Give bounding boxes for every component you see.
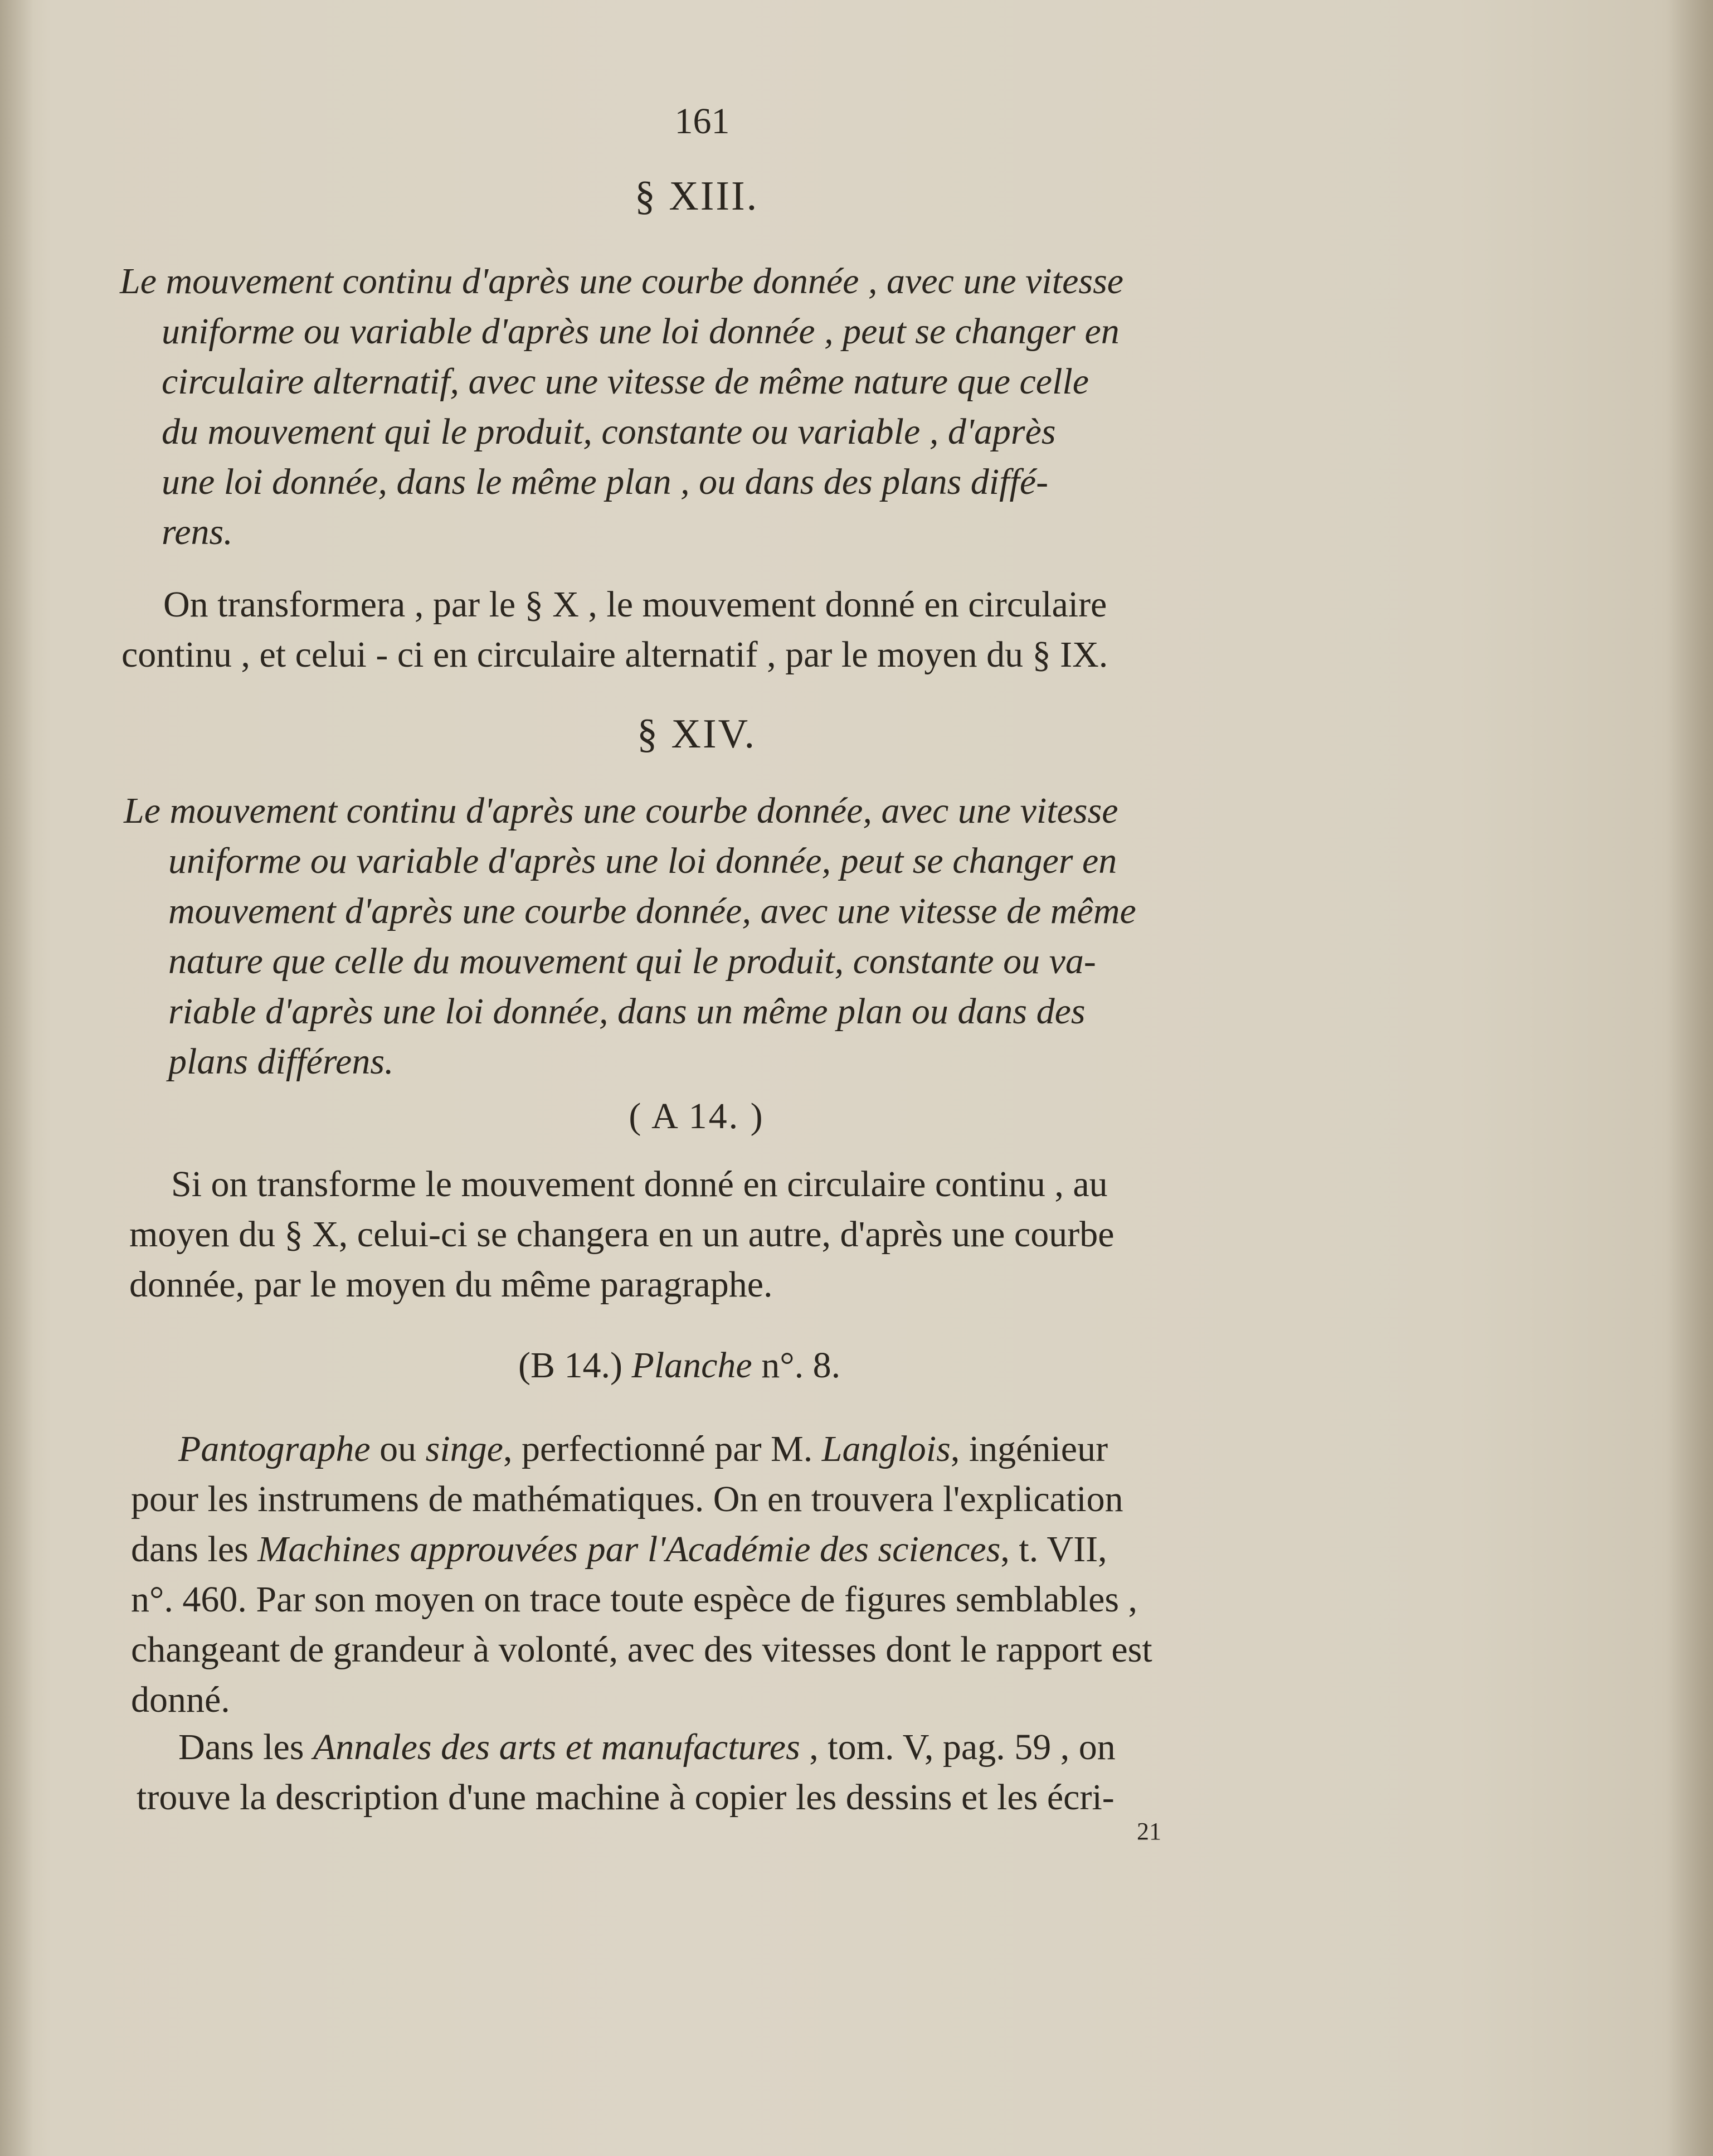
paragraph-line xyxy=(131,1424,1152,1474)
text-run: dans les xyxy=(131,1529,258,1570)
statement-line: circulaire alternatif, avec une vitesse de même nature que celle xyxy=(162,361,1089,402)
paragraph-line xyxy=(137,1722,1116,1773)
text-run: , perfectionné par M. xyxy=(503,1429,822,1469)
statement-line: du mouvement qui le produit, constante ou variable , d'après xyxy=(162,411,1056,452)
text-run: , tom. V, pag. 59 , on xyxy=(800,1727,1116,1767)
statement-line: mouvement d'après une courbe donnée, avec une vitesse de même xyxy=(168,891,1136,931)
b14-label-prefix: (B 14.) xyxy=(518,1345,632,1386)
statement-line: rens. xyxy=(162,512,233,552)
subsection-b14-paragraph-2 xyxy=(137,1722,1116,1823)
paragraph-line: pour les instrumens de mathématiques. On en trouvera l'explication xyxy=(131,1479,1123,1519)
subsection-label-b14 xyxy=(518,1341,840,1391)
paragraph-line: donnée, par le moyen du même paragraphe. xyxy=(129,1264,773,1305)
section-heading-xiv: § XIV. xyxy=(637,711,756,757)
paragraph-line: changeant de grandeur à volonté, avec des vitesses dont le rapport est xyxy=(131,1629,1152,1670)
page-number: 161 xyxy=(674,101,730,142)
b14-label-suffix: n°. 8. xyxy=(752,1345,841,1386)
statement-line: Le mouvement continu d'après une courbe donnée , avec une vitesse xyxy=(120,261,1124,302)
text-run: , ingénieur xyxy=(950,1429,1108,1469)
subsection-b14-paragraph-1 xyxy=(131,1424,1152,1725)
solution-line: continu , et celui - ci en circulaire alternatif , par le moyen du § IX. xyxy=(121,634,1108,675)
statement-line: uniforme ou variable d'après une loi donnée, peut se changer en xyxy=(168,841,1117,881)
statement-line: Le mouvement continu d'après une courbe donnée, avec une vitesse xyxy=(124,790,1118,831)
section-xiii-solution xyxy=(121,580,1108,680)
solution-line: On transformera , par le § X , le mouvement donné en circulaire xyxy=(163,584,1107,625)
signature-mark: 21 xyxy=(1137,1818,1161,1845)
statement-line: riable d'après une loi donnée, dans un même plan ou dans des xyxy=(168,991,1086,1032)
text-run: ou xyxy=(370,1429,426,1469)
italic-term: Machines approuvées par l'Académie des sciences xyxy=(257,1529,1001,1570)
section-xiv-statement xyxy=(124,786,1136,1087)
text-run: , t. VII, xyxy=(1000,1529,1107,1570)
spine-shadow xyxy=(0,0,33,2156)
page-edge xyxy=(1668,0,1713,2156)
section-heading-xiii: § XIII. xyxy=(634,173,759,219)
paragraph-line: n°. 460. Par son moyen on trace toute espèce de figures semblables , xyxy=(131,1579,1138,1620)
statement-line: nature que celle du mouvement qui le produit, constante ou va- xyxy=(168,941,1096,982)
subsection-label-a14: ( A 14. ) xyxy=(629,1096,765,1137)
paragraph-line: trouve la description d'une machine à copier les dessins et les écri- xyxy=(137,1777,1115,1818)
statement-line: uniforme ou variable d'après une loi donnée , peut se changer en xyxy=(162,311,1120,352)
italic-term: Pantographe xyxy=(178,1429,371,1469)
paragraph-line: donné. xyxy=(131,1679,230,1720)
italic-term: singe xyxy=(425,1429,503,1469)
b14-label-planche: Planche xyxy=(631,1345,752,1386)
subsection-a14-text xyxy=(129,1159,1115,1310)
paragraph-line xyxy=(131,1524,1152,1575)
section-xiii-statement xyxy=(120,256,1123,557)
text-run: Dans les xyxy=(178,1727,313,1767)
statement-line: une loi donnée, dans le même plan , ou dans des plans diffé- xyxy=(162,462,1049,502)
paragraph-line: Si on transforme le mouvement donné en circulaire continu , au xyxy=(171,1164,1108,1205)
italic-term: Annales des arts et manufactures xyxy=(313,1727,800,1767)
paragraph-line: moyen du § X, celui-ci se changera en un autre, d'après une courbe xyxy=(129,1214,1115,1255)
italic-term: Langlois xyxy=(821,1429,951,1469)
statement-line: plans différens. xyxy=(168,1041,394,1082)
